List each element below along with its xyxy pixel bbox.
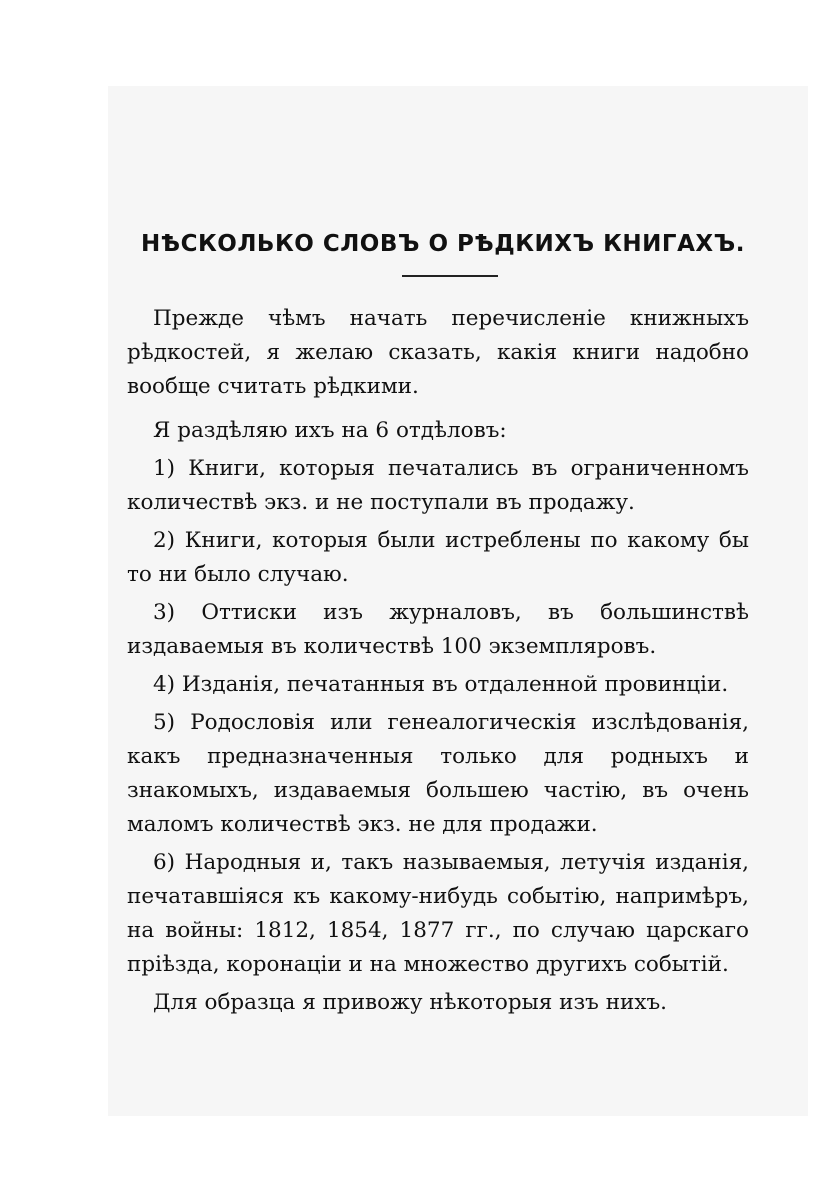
paragraph-item-3: 3) Оттиски изъ журналовъ, въ большинствѣ издаваемыя въ количествѣ 100 экземпляровъ.	[127, 600, 749, 659]
paragraph-division: Я раздѣляю ихъ на 6 отдѣловъ:	[153, 418, 507, 443]
paragraph-item-1: 1) Книги, которыя печатались въ ограниченномъ количествѣ экз. и не поступали въ продажу.	[127, 456, 749, 515]
body-text	[127, 302, 749, 1020]
chapter-title: НѢСКОЛЬКО СЛОВЪ О РѢДКИХЪ КНИГАХЪ.	[141, 231, 745, 257]
paragraph-intro: Прежде чѣмъ начать перечисленіе книжныхъ рѣдкостей, я желаю сказать, какія книги надобно вообще считать рѣдкими.	[127, 306, 749, 399]
title-divider	[402, 275, 498, 277]
paragraph-item-5: 5) Родословія или генеалогическія изслѣдованія, какъ предназначенныя только для родныхъ и знакомыхъ, издаваемыя большею частію, въ очень маломъ количествѣ экз. не для продажи.	[127, 710, 749, 837]
paragraph-item-4: 4) Изданія, печатанныя въ отдаленной провинціи.	[153, 672, 729, 697]
paragraph-item-2: 2) Книги, которыя были истреблены по какому бы то ни было случаю.	[127, 528, 749, 587]
paragraph-closing: Для образца я привожу нѣкоторыя изъ нихъ.	[153, 990, 667, 1015]
page-content	[127, 226, 749, 1024]
paragraph-item-6: 6) Народныя и, такъ называемыя, летучія изданія, печатавшіяся къ какому-нибудь событію, напримѣръ, на войны: 1812, 1854, 1877 гг., по случаю царскаго пріѣзда, коронаціи и на множество другихъ событій.	[127, 850, 749, 977]
